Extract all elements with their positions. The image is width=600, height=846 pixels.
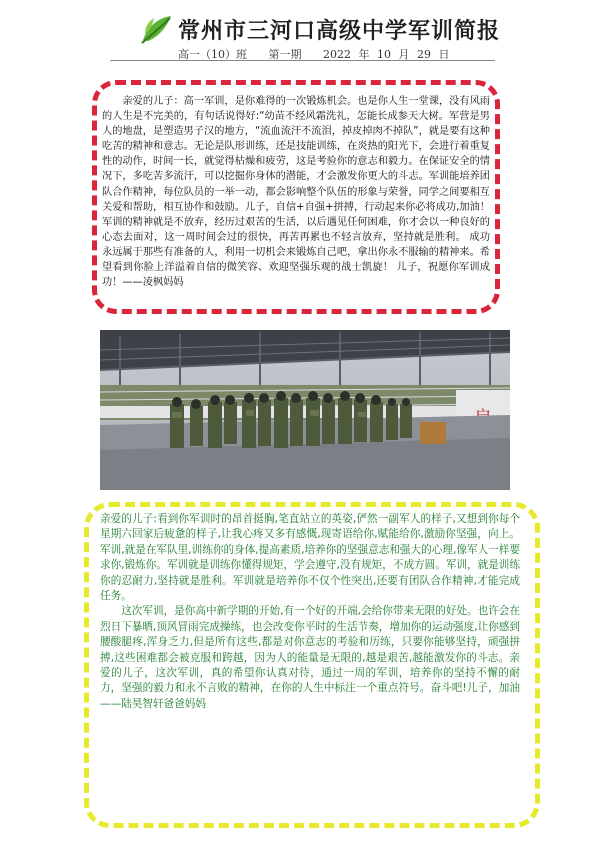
letter2-paragraph-2: 这次军训，是你高中新学期的开始,有一个好的开端,会给你带来无限的好处。也许会在烈日下暴晒,顶风冒雨完成操练，也会改变你平时的生活节奏，增加你的运动强度,让你感到腰酸腿疼,浑身乏力,但是所有这些,都是对你意志的考验和历练，只要你能够坚持，顽强拼搏,这些困难都会被克服和跨越，因为人的能量是无限的,越是艰苦,越能激发你的斗志。亲爱的儿子，这次军训，真的希望你认真对待，通过一周的军训，培养你的坚持不懈的耐力，坚强的毅力和永不言败的精神，在你的人生中标注一个重点符号。奋斗吧!儿子，加油——陆昊智轩爸爸妈妈 bbox=[100, 605, 520, 710]
header-divider bbox=[110, 60, 495, 61]
newsletter-title: 常州市三河口高级中学军训简报 bbox=[178, 18, 501, 44]
class-name: 高一（10）班 bbox=[178, 48, 247, 61]
letter2-text bbox=[100, 512, 520, 712]
letter2-paragraph-1: 亲爱的儿子:看到你军训时的昂首挺胸,笔直站立的英姿,俨然一副军人的样子,又想到你每个星期六回家后疲惫的样子,让我心疼又多有感慨,现寄语给你,赋能给你,激励你坚强，向上。军训,就是在军队里,训练你的身体,提高素质,培养你的坚强意志和强大的心理,像军人一样要求你,锻炼你。军训就是训练你懂得规矩，学会遵守,没有规矩，不成方圆。军训，就是训练你的忍耐力,坚持就是胜利。军训就是培养你不仅个性突出,还要有团队合作精神,才能完成任务。 bbox=[100, 513, 520, 603]
newsletter-header bbox=[0, 6, 600, 64]
training-photo bbox=[100, 330, 510, 490]
training-photo-illustration bbox=[100, 330, 510, 490]
issue-date: 2022 年 10 月 29 日 bbox=[323, 48, 450, 61]
issue-number: 第一期 bbox=[268, 48, 302, 61]
green-leaf-logo-icon bbox=[140, 12, 174, 46]
letter1-text: 亲爱的儿子：高一军训，是你难得的一次锻炼机会。也是你人生一堂课，没有风雨的人生是不完美的，有句话说得好:“幼苗不经风霜洗礼，怎能长成参天大树。军营是男人的地盘，是塑造男子汉的地方，“流血流汗不流泪，掉皮掉肉不掉队”，就是要有这种吃苦的精神和意志。无论是队形训练，还是技能训练，在炎热的阳光下，会进行着重复性的动作，时间一长，就觉得枯燥和疲劳，这是考验你的意志和毅力。在保证安全的情况下，多吃苦多流汗，可以挖掘你身体的潜能，才会激发你更大的斗志。军训能培养团队合作精神，每位队员的一举一动，都会影响整个队伍的形象与荣誉，同学之间要相互关爱和帮助，相互协作和鼓励。儿子，自信+自强+拼搏，行动起来你必将成功,加油！ 军训的精神就是不放弃，经历过艰苦的生活，以后遇见任何困难，你才会以一种良好的心态去面对，这一周时间会过的很快，再苦再累也不轻言放弃，坚持就是胜利。 成功永远属于那些有准备的人，利用一切机会来锻炼自己吧，拿出你永不服输的精神来。希望看到你脸上洋溢着自信的微笑容、欢迎坚强乐观的战士凯旋！ 儿子，祝愿你军训成功！——凌枫妈妈 bbox=[102, 96, 490, 289]
